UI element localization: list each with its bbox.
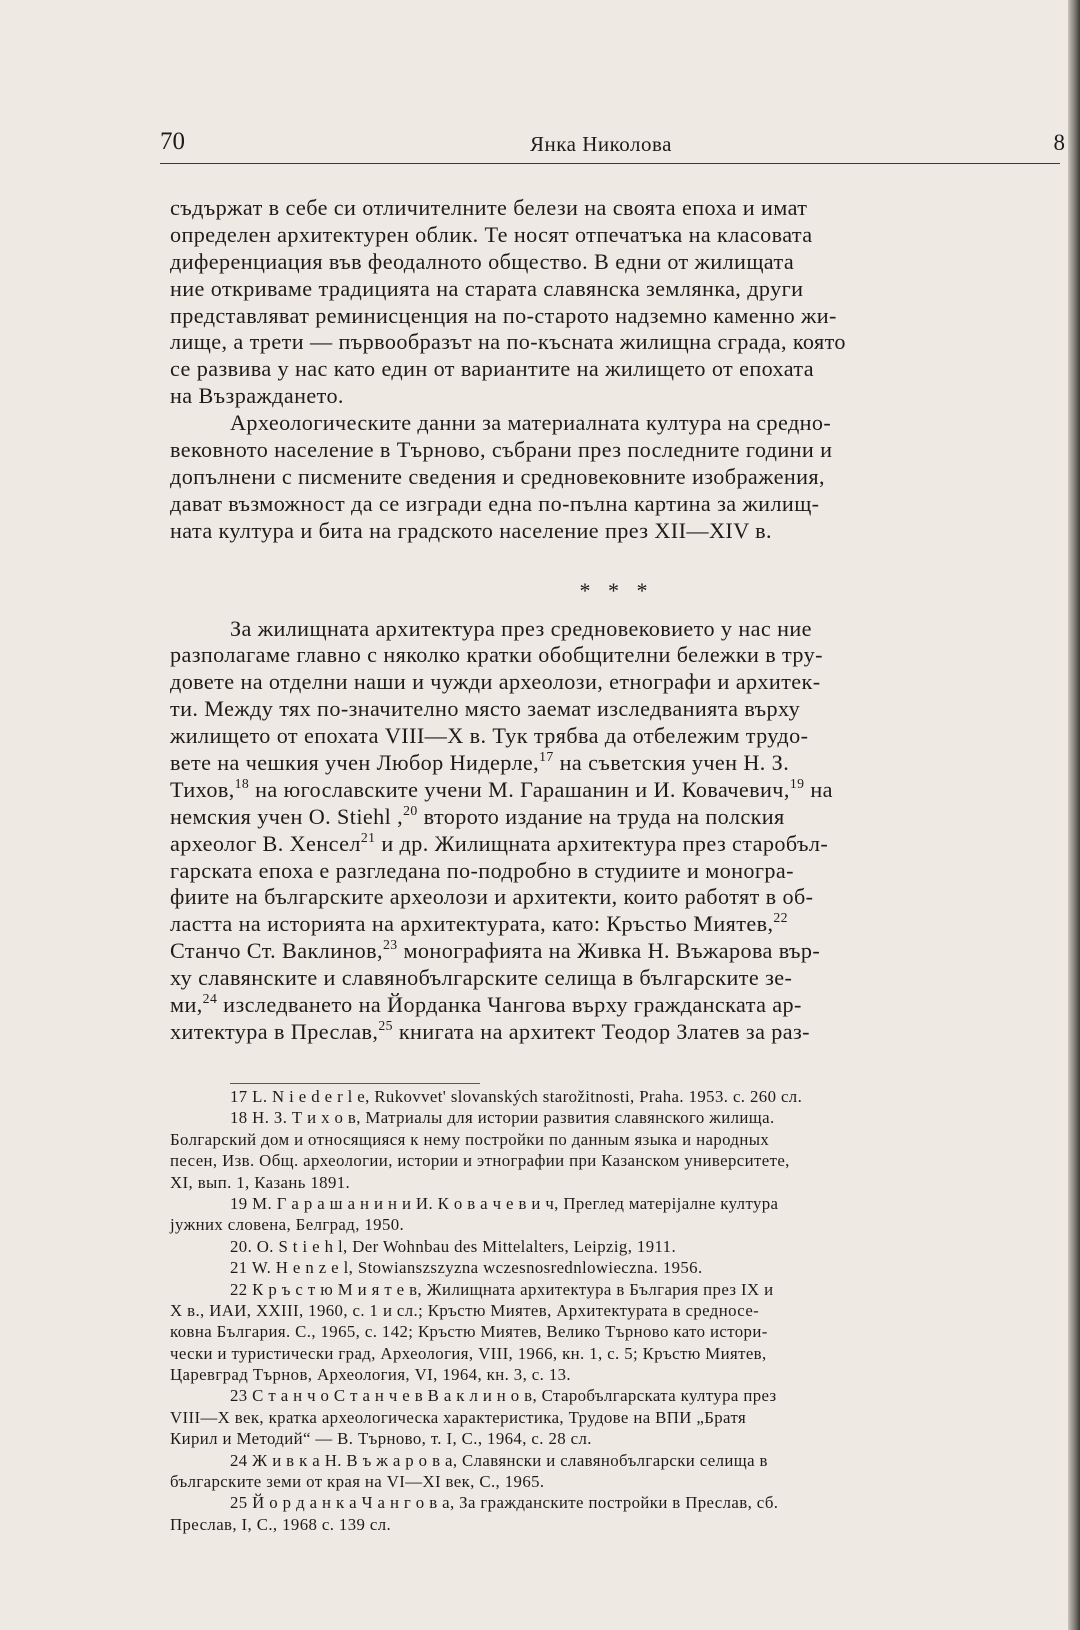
paragraph-2 (170, 410, 1063, 544)
footnote-reference: 24 (202, 991, 218, 1007)
page-number: 70 (160, 128, 185, 155)
footnote-line: 18 Н. З. Т и х о в, Матриалы для истории развития славянского жилища. (230, 1108, 775, 1128)
text-line: ти. Между тях по-значително място заемат изследванията върху (170, 696, 801, 722)
text-line: вете на чешкия учен Любор Нидерле,$^{17}$ на съветския учен Н. З. (170, 749, 790, 776)
footnote-reference: 17 (539, 749, 554, 765)
footnote-line: чески и туристически град, Археология, VIII, 1966, кн. 1, с. 5; Кръстю Миятев, (170, 1343, 767, 1363)
footnote-reference: 21 (360, 829, 376, 845)
footnote-line: Царевград Търнов, Археология, VI, 1964, кн. 3, с. 13. (170, 1365, 571, 1385)
body-text (170, 195, 1063, 1046)
text-line: ластта на историята на архитектурата, като: Кръстьо Миятев,$^{22}$ (170, 910, 788, 937)
footnote-reference: 22 (773, 910, 788, 926)
footnote-line: песен, Изв. Общ. археологии, истории и этнографии при Казанском университете, (170, 1151, 790, 1171)
text-line: археолог В. Хенсел$^{21}$ и др. Жилищната архитектура през старобъл- (170, 829, 829, 856)
footnote-reference: 20 (403, 802, 418, 818)
text-line: За жилищната архитектура през средновековието у нас ние (230, 615, 812, 641)
book-spine-shadow (1068, 0, 1080, 1630)
footnote-line: јужних словена, Белград, 1950. (170, 1215, 405, 1235)
footnote-line: българските земи от края на VI—XI век, С., 1965. (170, 1472, 545, 1492)
running-title: Янка Николова (530, 132, 672, 156)
text-line: ната култура и бита на градското население през XII—XIV в. (170, 517, 772, 543)
edge-character: 8 (1053, 130, 1065, 155)
footnote-line: Болгарский дом и относящияся к нему постройки по данным языка и народных (170, 1129, 770, 1149)
paragraph-3 (170, 616, 1063, 1046)
footnote-reference: 18 (234, 775, 250, 791)
footnote-line: 24 Ж и в к а Н. В ъ ж а р о в а, Славянски и славянобългарски селища в (230, 1450, 768, 1470)
text-line: Археологическите данни за материалната култура на средно- (230, 410, 832, 436)
text-line: допълнени с писмените сведения и средновековните изображения, (170, 463, 825, 489)
footnote-reference: 25 (378, 1018, 393, 1033)
text-line: довете на отделни наши и чужди археолози, етнографи и архитек- (170, 669, 821, 695)
footnote-line: 19 М. Г а р а ш а н и н и И. К о в а ч е в и ч, Преглед матерiјалне култура (230, 1193, 779, 1213)
page-header (160, 124, 1065, 164)
footnote-line: 25 Й о р д а н к а Ч а н г о в а, За гражданските постройки в Преслав, сб. (230, 1493, 779, 1513)
footnote-line: 22 К р ъ с т ю М и я т е в, Жилищната архитектура в България през IX и (230, 1279, 774, 1299)
header-rule (160, 163, 1060, 164)
text-line: на Възраждането. (170, 383, 344, 409)
text-line: определен архитектурен облик. Те носят отпечатъка на класовата (170, 221, 813, 247)
footnote-line: XI, вып. 1, Казань 1891. (170, 1172, 351, 1192)
text-line: хитектура в Преслав,$^{25}$ книгата на архитект Теодор Златев за раз- (170, 1018, 810, 1044)
text-line: разполагаме главно с няколко кратки обобщителни бележки в тру- (170, 642, 823, 668)
text-line: се развива у нас като един от вариантите на жилището от епохата (170, 356, 815, 382)
footnote-line: ковна България. С., 1965, с. 142; Кръстю Миятев, Велико Търново като истори- (170, 1322, 768, 1342)
footnote-line: 23 С т а н ч о С т а н ч е в В а к л и н о в, Старобългарската култура през (230, 1386, 777, 1406)
text-line: ми,$^{24}$ изследването на Йорданка Чангова върху гражданската ар- (170, 991, 802, 1018)
text-line: гарската епоха е разгледана по-подробно в студиите и моногра- (170, 857, 794, 883)
text-line: жилището от епохата VIII—X в. Тук трябва да отбележим трудо- (170, 723, 809, 749)
text-line: вековното население в Търново, събрани през последните години и (170, 437, 833, 463)
text-line: ние откриваме традицията на старата славянска землянка, други (170, 275, 804, 301)
text-line: съдържат в себе си отличителните белези на своята епоха и имат (170, 195, 808, 220)
footnote-line: 20. O. S t i e h l, Der Wohnbau des Mittelalters, Leipzig, 1911. (230, 1236, 677, 1256)
text-line: дават възможност да се изгради една по-пълна картина за жилищ- (170, 490, 820, 516)
footnote-line: Преслав, I, С., 1968 с. 139 сл. (170, 1514, 392, 1534)
footnote-reference: 19 (789, 775, 805, 791)
footnotes (170, 1086, 1063, 1535)
footnote-rule (230, 1083, 480, 1084)
text-line: фиите на българските археолози и архитекти, които работят в об- (170, 884, 814, 910)
footnote-line: Кирил и Методий“ — В. Търново, т. I, С., 1964, с. 28 сл. (170, 1429, 592, 1449)
text-line: диференциация във феодалното общество. В едни от жилищата (170, 248, 795, 274)
footnote-line: 17 L. N i e d e r l e, Rukovvet' slovanských starožitnosti, Praha. 1953. c. 260 сл. (230, 1087, 803, 1106)
section-separator: * * * (579, 577, 654, 603)
footnote-line: VIII—X век, кратка археологическа характеристика, Трудове на ВПИ „Братя (170, 1407, 747, 1427)
footnote-line: 21 W. H e n z e l, Stowianszszyzna wczesnosrednlowieczna. 1956. (230, 1258, 703, 1278)
text-line: лище, а трети — първообразът на по-късната жилищна сграда, която (170, 329, 846, 355)
footnote-reference: 23 (382, 937, 398, 953)
text-line: Тихов,$^{18}$ на югославските учени М. Гарашанин и И. Ковачевич,$^{19}$ на (170, 775, 833, 802)
paragraph-1 (170, 195, 1063, 410)
text-line: Станчо Ст. Ваклинов,$^{23}$ монографията на Живка Н. Въжарова вър- (170, 937, 821, 964)
text-line: немския учен О. Stiehl ,$^{20}$ второто издание на труда на полския (170, 802, 785, 829)
footnote-line: X в., ИАИ, XXIII, 1960, с. 1 и сл.; Кръстю Миятев, Архитектурата в средносе- (170, 1300, 760, 1320)
text-line: представляват реминисценция на по-старото надземно каменно жи- (170, 302, 837, 328)
text-line: ху славянските и славянобългарските селища в българските зе- (170, 965, 793, 991)
